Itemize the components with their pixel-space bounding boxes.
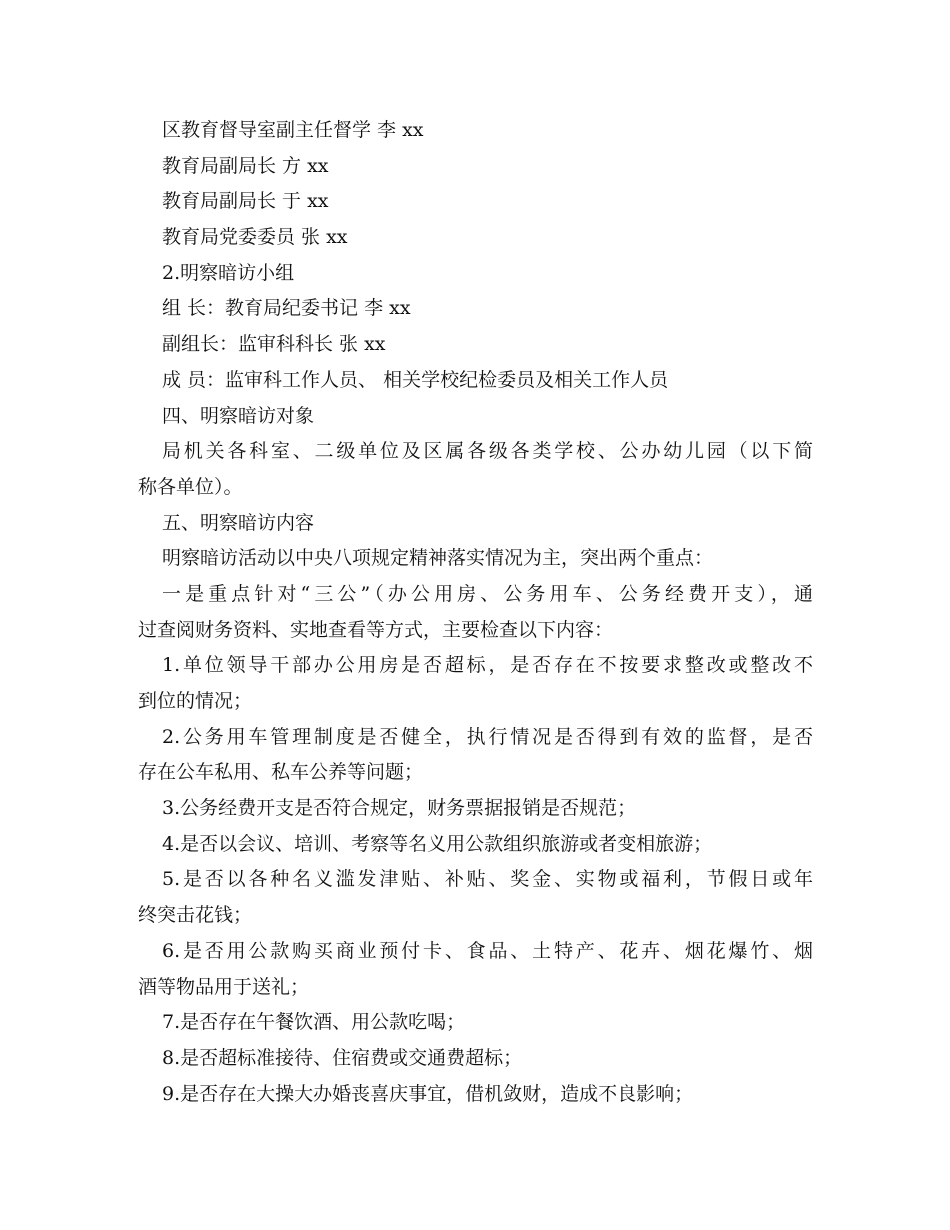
text-line: 4.是否以会议、培训、考察等名义用公款组织旅游或者变相旅游； <box>162 832 713 855</box>
text-line: 过查阅财务资料、实地查看等方式，主要检查以下内容： <box>138 618 614 641</box>
text-line: 到位的情况； <box>138 690 253 712</box>
text-line: 2.公务用车管理制度是否健全，执行情况是否得到有效的监督，是否 <box>162 725 813 748</box>
text-line: 3.公务经费开支是否符合规定，财务票据报销是否规范； <box>162 797 637 820</box>
text-line: 终突击花钱； <box>138 904 253 927</box>
text-line: 6.是否用公款购买商业预付卡、食品、土特产、花卉、烟花爆竹、烟 <box>162 939 813 962</box>
text-line: 教育局党委委员 张 xx <box>162 226 348 249</box>
text-line: 8.是否超标准接待、住宿费或交通费超标； <box>162 1046 523 1069</box>
text-line: 称各单位）。 <box>138 475 243 498</box>
text-line: 明察暗访活动以中央八项规定精神落实情况为主，突出两个重点： <box>162 547 714 570</box>
text-line: 四、明察暗访对象 <box>162 404 315 427</box>
text-line: 存在公车私用、私车公养等问题； <box>138 761 424 784</box>
text-line: 一是重点针对“三公”（办公用房、公务用车、公务经费开支），通 <box>162 582 813 605</box>
text-line: 7.是否存在午餐饮酒、用公款吃喝； <box>162 1011 466 1034</box>
text-line: 2.明察暗访小组 <box>162 261 295 284</box>
text-line: 副组长：监审科科长 张 xx <box>162 333 386 356</box>
text-line: 5.是否以各种名义滥发津贴、补贴、奖金、实物或福利，节假日或年 <box>162 868 813 891</box>
text-line: 局机关各科室、二级单位及区属各级各类学校、公办幼儿园（以下简 <box>162 440 813 463</box>
text-line: 教育局副局长 于 xx <box>162 190 329 213</box>
text-line: 9.是否存在大操大办婚丧喜庆事宜，借机敛财，造成不良影响； <box>162 1082 694 1105</box>
text-line: 1.单位领导干部办公用房是否超标，是否存在不按要求整改或整改不 <box>162 654 813 677</box>
text-line: 组 长：教育局纪委书记 李 xx <box>162 297 411 320</box>
document-body <box>138 113 813 1112</box>
text-line: 教育局副局长 方 xx <box>162 154 329 177</box>
text-line: 五、明察暗访内容 <box>162 511 315 534</box>
text-line: 成 员：监审科工作人员、 相关学校纪检委员及相关工作人员 <box>162 368 669 391</box>
text-line: 酒等物品用于送礼； <box>138 975 310 998</box>
text-line: 区教育督导室副主任督学 李 xx <box>162 119 424 141</box>
